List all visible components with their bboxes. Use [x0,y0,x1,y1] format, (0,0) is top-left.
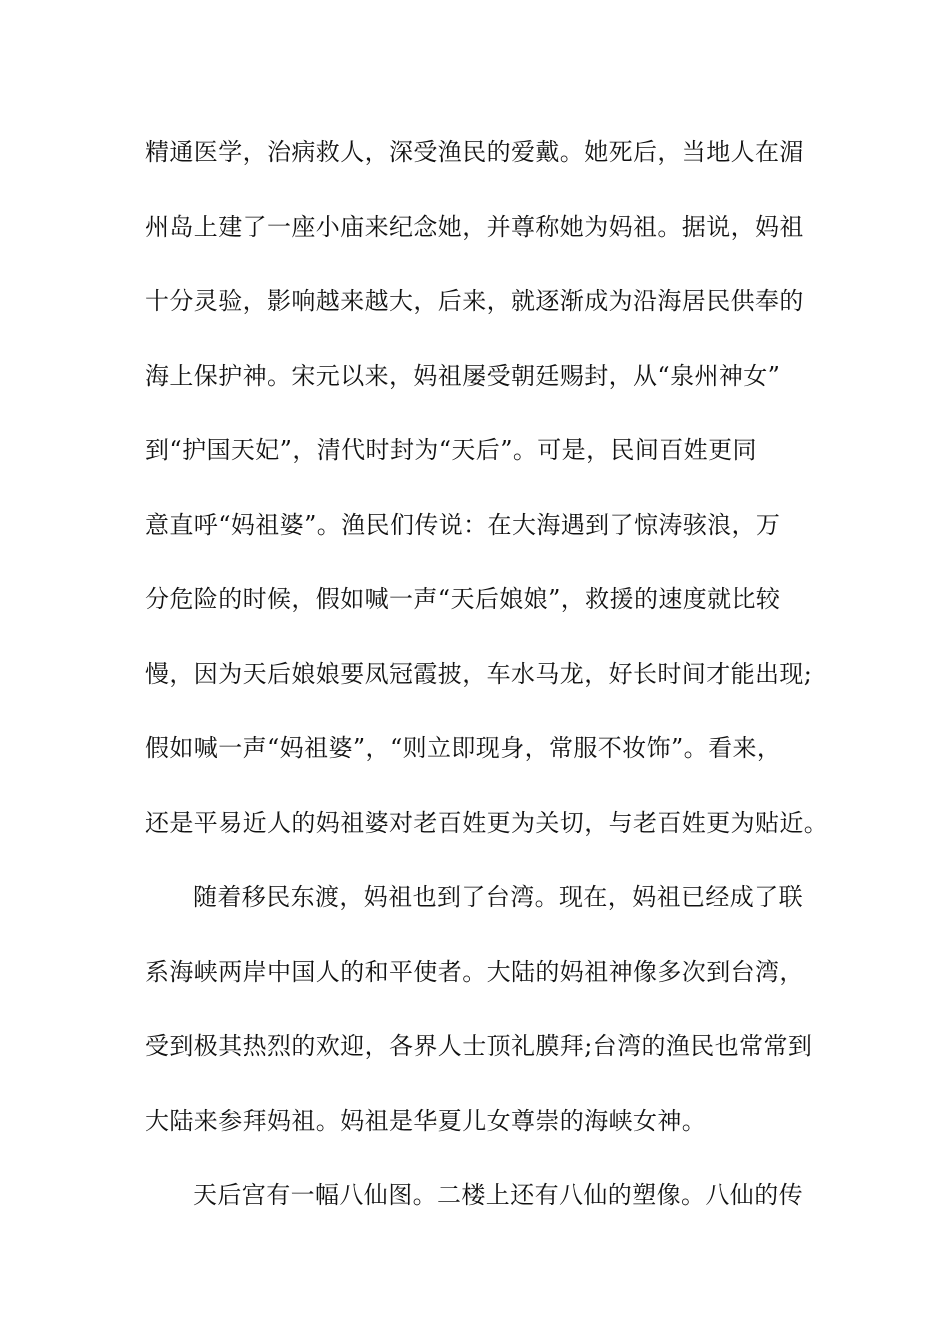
text-line: 假如喊一声“妈祖婆”，“则立即现身，常服不妆饰”。看来， [145,734,782,762]
text-line: 还是平易近人的妈祖婆对老百姓更为关切，与老百姓更为贴近。 [145,808,829,837]
text-line: 州岛上建了一座小庙来纪念她，并尊称她为妈祖。据说，妈祖 [145,212,804,241]
text-line: 十分灵验，影响越来越大，后来，就逐渐成为沿海居民供奉的 [145,287,804,315]
paragraph-first-line: 天后宫有一幅八仙图。二楼上还有八仙的塑像。八仙的传 [193,1181,803,1209]
text-line: 意直呼“妈祖婆”。渔民们传说：在大海遇到了惊涛骇浪，万 [145,510,781,539]
text-line: 慢，因为天后娘娘要凤冠霞披，车水马龙，好长时间才能出现; [145,659,813,688]
text-line: 海上保护神。宋元以来，妈祖屡受朝廷赐封，从“泉州神女” [145,361,781,390]
text-line: 精通医学，治病救人，深受渔民的爱戴。她死后，当地人在湄 [145,138,804,166]
text-line: 到“护国天妃”，清代时封为“天后”。可是，民间百姓更同 [145,436,757,464]
text-line: 大陆来参拜妈祖。妈祖是华夏儿女尊崇的海峡女神。 [145,1106,707,1135]
text-line: 分危险的时候，假如喊一声“天后娘娘”，救援的速度就比较 [145,585,781,613]
body-text [145,132,829,1250]
text-line: 受到极其热烈的欢迎，各界人士顶礼膜拜;台湾的渔民也常常到 [145,1032,813,1060]
text-line: 系海峡两岸中国人的和平使者。大陆的妈祖神像多次到台湾， [145,957,804,986]
paragraph-first-line: 随着移民东渡，妈祖也到了台湾。现在，妈祖已经成了联 [193,883,803,911]
